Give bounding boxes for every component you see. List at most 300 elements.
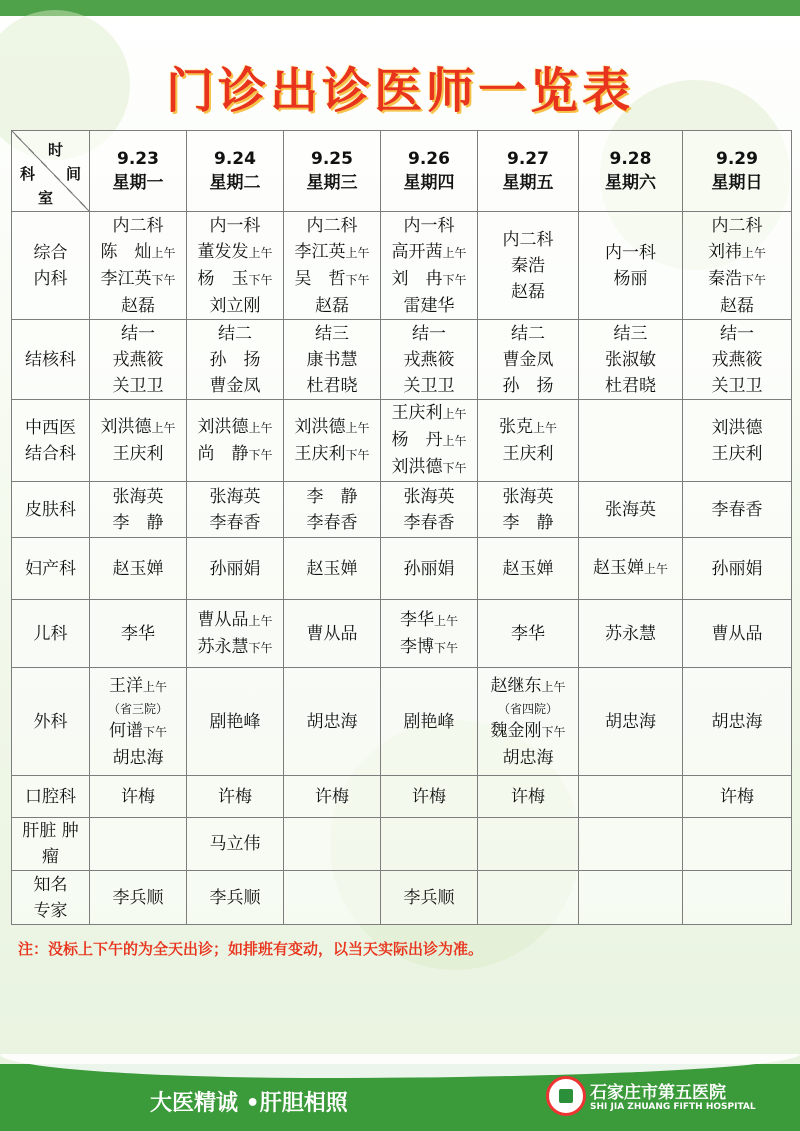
schedule-cell: [478, 482, 579, 538]
doctor-name: 马立伟: [209, 834, 261, 854]
doctor-name: 李华: [399, 609, 434, 630]
doctor-line: （省三院）: [107, 701, 168, 716]
doctor-line: [187, 414, 283, 441]
table-row: [12, 212, 792, 320]
doctor-name: 杨 丹: [391, 430, 443, 450]
doctor-line: [90, 784, 186, 810]
schedule-cell: [478, 668, 579, 776]
doctor-name: 内一科: [209, 215, 261, 236]
doctor-line: [187, 784, 283, 810]
doctor-line: [284, 293, 380, 319]
doctor-line: [478, 556, 578, 582]
doctor-line: [90, 673, 186, 700]
doctor-line: [90, 745, 186, 771]
schedule-cell: [90, 212, 187, 320]
schedule-cell: [579, 400, 683, 482]
day-weekday: 星期四: [403, 173, 455, 193]
doctor-line: [284, 484, 380, 510]
doctor-line: [478, 510, 578, 536]
doctor-line: [683, 556, 791, 582]
doctor-name: 李江英: [294, 241, 346, 262]
department-name: 知名: [33, 874, 68, 895]
doctor-name: 李博: [399, 636, 434, 657]
session-label: 下午: [248, 272, 273, 287]
doctor-line: [187, 831, 283, 857]
day-header: [381, 131, 478, 212]
doctor-line: [381, 400, 477, 427]
doctor-name: 结一: [720, 323, 754, 344]
doctor-name: 关卫卫: [403, 375, 455, 396]
doctor-name: 曹金凤: [209, 375, 261, 396]
footnote: 注：没标上下午的为全天出诊；如排班有变动，以当天实际出诊为准。: [18, 940, 484, 958]
doctor-line: [90, 885, 186, 911]
doctor-name: 孙丽娟: [209, 558, 261, 579]
doctor-name: 关卫卫: [711, 375, 763, 396]
table-row: [12, 818, 792, 871]
schedule-cell: [187, 776, 284, 818]
schedule-cell: [579, 776, 683, 818]
schedule-cell: [579, 320, 683, 400]
doctor-name: 张海英: [112, 486, 164, 507]
session-label: 上午: [442, 245, 467, 260]
doctor-line: [187, 510, 283, 536]
doctor-line: [683, 321, 791, 347]
doctor-name: 许梅: [511, 786, 545, 807]
doctor-name: 刘 冉: [391, 268, 443, 289]
day-header: [90, 131, 187, 212]
corner-label-jian: 间: [66, 165, 82, 183]
doctor-name: 李春香: [403, 512, 455, 533]
doctor-name: 许梅: [720, 786, 754, 807]
session-label: 上午: [151, 421, 176, 435]
department-cell: [12, 212, 90, 320]
session-label: 下午: [142, 724, 167, 739]
department-cell: [12, 668, 90, 776]
doctor-line: [683, 213, 791, 239]
doctor-name: 赵磊: [511, 281, 545, 302]
doctor-name: 曹金凤: [502, 349, 554, 370]
doctor-line: （省四院）: [497, 701, 558, 716]
doctor-line: [478, 745, 578, 771]
doctor-name: 杨 玉: [197, 268, 249, 289]
day-header: [187, 131, 284, 212]
schedule-cell: [187, 818, 284, 871]
doctor-line: [284, 414, 380, 441]
doctor-name: 李华: [121, 623, 155, 644]
doctor-line: [284, 441, 380, 468]
schedule-cell: [683, 538, 792, 600]
doctor-name: 结二: [218, 323, 252, 344]
day-date: 9.28: [609, 149, 652, 169]
doctor-line: [478, 414, 578, 441]
schedule-cell: [90, 776, 187, 818]
corner-cell: [12, 131, 90, 212]
table-row: [12, 600, 792, 668]
doctor-line: [683, 497, 791, 523]
footer-wave: [0, 1054, 800, 1078]
doctor-name: 李春香: [306, 512, 358, 533]
department-cell: [12, 776, 90, 818]
doctor-line: [478, 718, 578, 745]
doctor-line: [187, 293, 283, 319]
schedule-cell: [187, 320, 284, 400]
hospital-name-en: SHI JIA ZHUANG FIFTH HOSPITAL: [590, 1102, 756, 1112]
doctor-name: 曹从品: [306, 623, 358, 644]
session-label: 上午: [345, 245, 370, 260]
session-label: 下午: [741, 272, 766, 287]
department-name: 妇产科: [25, 558, 76, 579]
schedule-cell: [187, 538, 284, 600]
doctor-line: [381, 709, 477, 735]
department-cell: [12, 538, 90, 600]
corner-label-shi: 时: [48, 141, 64, 159]
day-weekday: 星期二: [209, 173, 261, 193]
doctor-line: [284, 556, 380, 582]
doctor-name: 胡忠海: [711, 711, 763, 732]
day-weekday: 星期五: [502, 173, 554, 193]
doctor-line: [284, 621, 380, 647]
doctor-line: [90, 373, 186, 399]
doctor-line: [381, 607, 477, 634]
schedule-cell: [579, 818, 683, 871]
department-cell: [12, 818, 90, 871]
doctor-line: [90, 414, 186, 441]
doctor-name: 李 静: [306, 486, 358, 507]
session-label: 下午: [248, 447, 273, 462]
day-header: [478, 131, 579, 212]
schedule-cell: [90, 668, 187, 776]
doctor-line: [381, 484, 477, 510]
doctor-line: [284, 373, 380, 399]
doctor-name: 张海英: [209, 486, 261, 507]
day-header: [284, 131, 381, 212]
doctor-name: 董发发: [197, 241, 249, 262]
department-name: 外科: [33, 711, 68, 732]
schedule-cell: [478, 871, 579, 925]
doctor-name: 杜君晓: [605, 375, 656, 396]
doctor-name: 胡忠海: [306, 711, 358, 732]
department-name: 专家: [33, 900, 68, 921]
doctor-name: 王洋: [108, 675, 143, 696]
doctor-line: [478, 253, 578, 279]
department-name: 儿科: [33, 623, 68, 644]
doctor-line: [187, 347, 283, 373]
schedule-cell: [187, 482, 284, 538]
schedule-cell: [683, 818, 792, 871]
doctor-name: 康书慧: [306, 349, 358, 370]
doctor-line: [381, 321, 477, 347]
doctor-name: 剧艳峰: [403, 711, 455, 732]
schedule-cell: [381, 320, 478, 400]
doctor-name: 赵继东: [490, 675, 542, 696]
doctor-name: 李兵顺: [112, 887, 164, 908]
doctor-line: [90, 321, 186, 347]
doctor-name: 许梅: [121, 786, 155, 807]
table-row: [12, 668, 792, 776]
doctor-line: [90, 213, 186, 239]
department-name: 肝脏 肿: [22, 821, 79, 841]
doctor-name: 张淑敏: [605, 349, 656, 370]
doctor-line: [579, 621, 682, 647]
schedule-cell: [381, 818, 478, 871]
schedule-body: [12, 212, 792, 925]
doctor-name: 结一: [121, 323, 155, 344]
schedule-cell: [579, 482, 683, 538]
schedule-cell: [579, 600, 683, 668]
day-weekday: 星期日: [711, 173, 763, 193]
schedule-cell: [579, 668, 683, 776]
doctor-name: 李兵顺: [209, 887, 261, 908]
top-green-bar: [0, 0, 800, 16]
doctor-name: 王庆利: [391, 403, 443, 423]
doctor-name: 张克: [498, 417, 533, 437]
schedule-cell: [187, 600, 284, 668]
page-title: 门诊出诊医师一览表: [165, 63, 634, 119]
doctor-name: 孙 扬: [209, 349, 261, 370]
schedule-cell: [90, 538, 187, 600]
doctor-name: 陈 灿: [100, 241, 152, 262]
session-label: 上午: [433, 613, 458, 628]
session-label: 上午: [442, 407, 467, 421]
schedule-cell: [284, 400, 381, 482]
doctor-line: [683, 266, 791, 293]
table-row: [12, 320, 792, 400]
doctor-line: [478, 484, 578, 510]
doctor-line: [683, 347, 791, 373]
doctor-line: [284, 239, 380, 266]
department-name: 中西医: [25, 417, 76, 438]
doctor-line: [187, 885, 283, 911]
schedule-cell: [683, 400, 792, 482]
session-label: 上午: [151, 245, 176, 260]
doctor-name: 杨丽: [613, 268, 648, 289]
schedule-cell: [478, 776, 579, 818]
doctor-name: 胡忠海: [502, 747, 554, 768]
doctor-line: [187, 266, 283, 293]
schedule-cell: [187, 400, 284, 482]
doctor-name: 内一科: [605, 242, 656, 263]
schedule-cell: [284, 600, 381, 668]
session-label: 上午: [248, 420, 273, 435]
session-label: 上午: [442, 434, 467, 448]
doctor-name: 刘洪德: [711, 417, 763, 438]
doctor-line: [579, 266, 682, 292]
doctor-name: 高开茜: [391, 241, 443, 262]
schedule-cell: [90, 320, 187, 400]
doctor-line: [284, 510, 380, 536]
doctor-name: 李 静: [502, 512, 554, 533]
day-weekday: 星期一: [112, 173, 164, 193]
doctor-line: [381, 213, 477, 239]
schedule-cell: [381, 871, 478, 925]
schedule-cell: [381, 776, 478, 818]
doctor-line: [284, 266, 380, 293]
doctor-line: [381, 347, 477, 373]
doctor-name: 苏永慧: [197, 636, 249, 657]
doctor-line: [381, 427, 477, 454]
doctor-line: [478, 227, 578, 253]
doctor-name: 赵磊: [121, 295, 155, 316]
doctor-name: 雷建华: [403, 295, 455, 316]
doctor-name: 关卫卫: [112, 375, 164, 396]
doctor-line: [478, 441, 578, 467]
doctor-line: [187, 607, 283, 634]
schedule-cell: [284, 871, 381, 925]
doctor-line: [381, 784, 477, 810]
doctor-name: 许梅: [412, 786, 446, 807]
department-cell: [12, 320, 90, 400]
day-date: 9.25: [311, 149, 353, 169]
doctor-line: [187, 634, 283, 661]
table-row: [12, 776, 792, 818]
doctor-line: [381, 266, 477, 293]
schedule-cell: [284, 482, 381, 538]
doctor-line: [90, 510, 186, 536]
doctor-name: 魏金刚: [490, 720, 542, 741]
day-date: 9.27: [507, 149, 549, 169]
doctor-name: 孙丽娟: [711, 558, 763, 579]
doctor-line: [90, 347, 186, 373]
table-row: [12, 400, 792, 482]
doctor-name: 孙 扬: [502, 375, 554, 396]
doctor-line: [381, 454, 477, 481]
doctor-name: 胡忠海: [605, 711, 656, 732]
schedule-cell: [579, 871, 683, 925]
schedule-cell: [90, 482, 187, 538]
schedule-cell: [187, 212, 284, 320]
doctor-line: [683, 784, 791, 810]
doctor-line: [381, 634, 477, 661]
doctor-name: 刘洪德: [197, 416, 249, 437]
doctor-name: 张海英: [502, 486, 554, 507]
doctor-line: [683, 441, 791, 467]
corner-label-ke: 科: [20, 165, 36, 183]
department-cell: [12, 400, 90, 482]
day-weekday: 星期三: [306, 173, 358, 193]
doctor-name: 赵玉婵: [306, 558, 358, 579]
footer-slogan: 大医精诚 •肝胆相照: [150, 1091, 348, 1116]
doctor-line: [478, 347, 578, 373]
session-label: 下午: [541, 724, 566, 739]
doctor-name: 王庆利: [502, 444, 554, 464]
doctor-line: [187, 213, 283, 239]
schedule-cell: [187, 668, 284, 776]
schedule-cell: [90, 871, 187, 925]
schedule-cell: [284, 212, 381, 320]
department-name: 口腔科: [25, 786, 76, 807]
doctor-name: 李华: [511, 623, 545, 644]
doctor-line: [187, 484, 283, 510]
doctor-line: [381, 556, 477, 582]
schedule-cell: [381, 668, 478, 776]
doctor-name: 许梅: [218, 786, 252, 807]
doctor-line: [683, 293, 791, 319]
doctor-name: 秦浩: [707, 268, 742, 289]
schedule-cell: [683, 212, 792, 320]
doctor-name: 赵磊: [720, 295, 754, 316]
doctor-line: [90, 718, 186, 745]
doctor-name: 刘洪德: [391, 457, 443, 477]
doctor-line: [90, 266, 186, 293]
doctor-name: 刘洪德: [100, 417, 152, 437]
doctor-line: [90, 239, 186, 266]
doctor-name: 苏永慧: [605, 623, 656, 644]
schedule-cell: [683, 871, 792, 925]
doctor-name: 王庆利: [112, 444, 164, 464]
schedule-cell: [683, 600, 792, 668]
session-label: 上午: [741, 245, 766, 260]
footer-banner: [0, 1064, 800, 1131]
session-label: 下午: [345, 272, 370, 287]
hospital-logo: [546, 1076, 586, 1116]
schedule-cell: [187, 871, 284, 925]
doctor-name: 张海英: [605, 499, 656, 520]
doctor-line: [478, 321, 578, 347]
department-name: 内科: [33, 268, 68, 289]
schedule-cell: [478, 600, 579, 668]
doctor-name: 张海英: [403, 486, 455, 507]
doctor-name: 内二科: [112, 215, 164, 236]
schedule-table: [11, 130, 792, 925]
doctor-name: 许梅: [315, 786, 349, 807]
doctor-name: 王庆利: [294, 443, 346, 464]
doctor-name: 赵玉婵: [502, 558, 554, 579]
doctor-name: 李春香: [711, 499, 763, 520]
doctor-name: 刘祎: [707, 241, 742, 262]
session-label: 上午: [541, 679, 566, 694]
session-label: 上午: [248, 245, 273, 260]
doctor-line: [579, 347, 682, 373]
department-cell: [12, 600, 90, 668]
schedule-cell: [284, 320, 381, 400]
department-name: 结核科: [25, 349, 76, 370]
doctor-name: 吴 哲: [294, 268, 346, 289]
schedule-cell: [381, 600, 478, 668]
day-date: 9.24: [214, 149, 256, 169]
table-row: [12, 871, 792, 925]
doctor-line: [683, 415, 791, 441]
department-name: 瘤: [42, 847, 59, 867]
schedule-cell: [90, 818, 187, 871]
session-label: 上午: [248, 613, 273, 628]
header-row: [12, 131, 792, 212]
doctor-name: 戎燕筱: [403, 349, 455, 370]
session-label: 下午: [442, 272, 467, 287]
session-label: 下午: [433, 640, 458, 655]
schedule-cell: [381, 400, 478, 482]
schedule-cell: [284, 818, 381, 871]
session-label: 上午: [532, 421, 557, 435]
session-label: 上午: [142, 679, 167, 694]
doctor-line: [187, 556, 283, 582]
department-name: 皮肤科: [25, 499, 76, 520]
doctor-line: [579, 240, 682, 266]
session-label: 上午: [643, 562, 668, 576]
hospital-name: 石家庄市第五医院: [590, 1083, 726, 1103]
doctor-line: [187, 321, 283, 347]
doctor-line: [579, 497, 682, 523]
day-header: [683, 131, 792, 212]
day-date: 9.26: [408, 149, 450, 169]
schedule-cell: [381, 538, 478, 600]
schedule-cell: [284, 668, 381, 776]
schedule-cell: [683, 320, 792, 400]
schedule-cell: [90, 600, 187, 668]
doctor-name: 李兵顺: [403, 887, 455, 908]
doctor-line: [381, 510, 477, 536]
doctor-name: 内二科: [306, 215, 358, 236]
schedule-cell: [579, 538, 683, 600]
